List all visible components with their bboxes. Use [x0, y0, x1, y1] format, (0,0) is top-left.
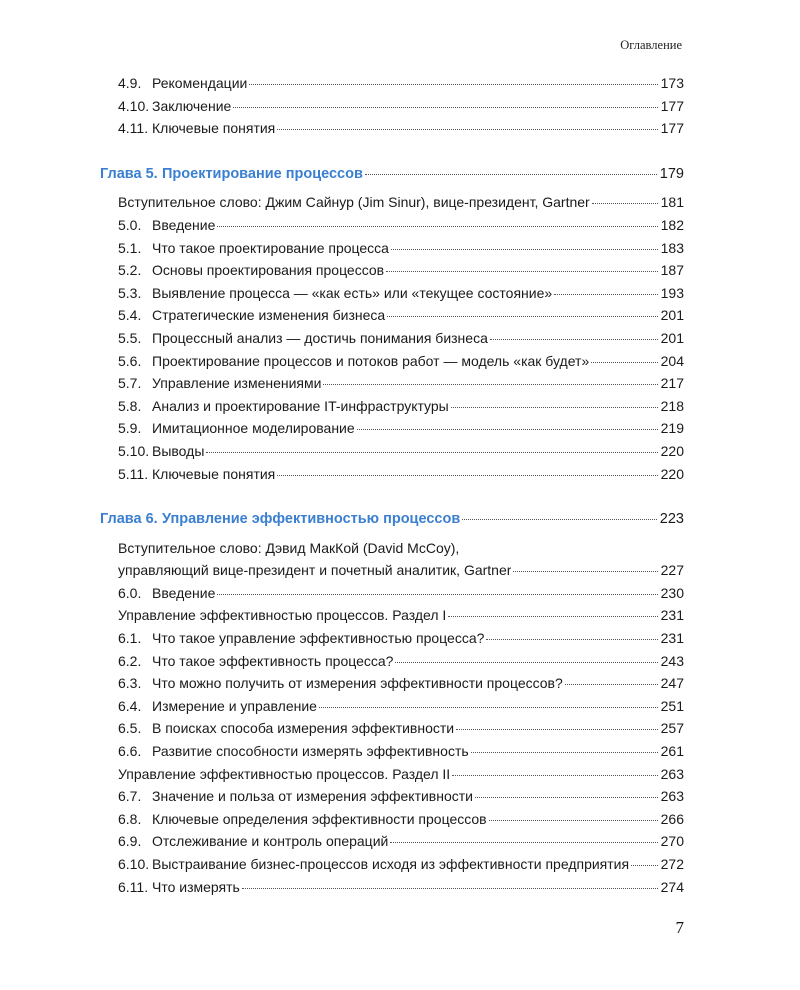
dot-leader: [357, 428, 658, 430]
page-number-ref: 270: [660, 833, 684, 850]
page-number-ref: 181: [660, 194, 684, 211]
dot-leader: [386, 270, 658, 272]
entry-number: 4.11.: [118, 120, 149, 137]
page-number-ref: 263: [660, 788, 684, 805]
section-title: Управление эффективностью процессов. Раздел II: [118, 765, 451, 782]
dot-leader: [475, 796, 658, 798]
chapter-title: Проектирование процессов: [162, 165, 363, 182]
toc-entry[interactable]: [100, 117, 684, 140]
page-number-ref: 243: [660, 652, 684, 669]
toc-entry[interactable]: [100, 72, 684, 95]
entry-number: 6.4.: [118, 697, 142, 714]
page-number-ref: 266: [660, 810, 684, 827]
toc-entry[interactable]: [100, 259, 684, 282]
toc-entry[interactable]: [100, 740, 684, 763]
entry-title: Значение и польза от измерения эффективности: [152, 788, 473, 805]
entry-number: 5.11.: [118, 465, 149, 482]
entry-title: Введение: [152, 216, 216, 233]
page-number-ref: 231: [660, 630, 684, 647]
entry-title: В поисках способа измерения эффективности: [152, 720, 455, 737]
running-head: Оглавление: [620, 38, 682, 52]
toc-entry[interactable]: [100, 237, 684, 260]
toc-entry[interactable]: [100, 350, 684, 373]
toc-section-2[interactable]: [100, 763, 684, 786]
toc-entry[interactable]: [100, 417, 684, 440]
entry-number: 6.0.: [118, 584, 142, 601]
section-title: Управление эффективностью процессов. Раздел I: [118, 607, 447, 624]
entry-number: 5.0.: [118, 216, 142, 233]
dot-leader: [242, 887, 658, 889]
page-number-ref: 201: [660, 329, 684, 346]
dot-leader: [233, 106, 657, 108]
dot-leader: [277, 128, 657, 130]
page-number-ref: 193: [660, 284, 684, 301]
entry-title: Ключевые понятия: [152, 120, 276, 137]
entry-number: 5.5.: [118, 329, 142, 346]
dot-leader: [490, 338, 658, 340]
entry-title: Процессный анализ — достичь понимания бизнеса: [152, 329, 488, 346]
dot-leader: [448, 615, 657, 617]
toc-entry[interactable]: [100, 785, 684, 808]
dot-leader: [323, 383, 657, 385]
page-number-ref: 217: [660, 375, 684, 392]
entry-title: Ключевые определения эффективности процессов: [152, 810, 487, 827]
chapter-label: Глава 5.: [100, 165, 158, 182]
dot-leader: [452, 774, 657, 776]
page-number-ref: 231: [660, 607, 684, 624]
dot-leader: [277, 474, 657, 476]
chapter-6-heading[interactable]: [100, 508, 684, 531]
page-number-ref: 177: [660, 97, 684, 114]
toc-entry[interactable]: [100, 327, 684, 350]
page-number-ref: 219: [660, 420, 684, 437]
toc-entry[interactable]: [100, 650, 684, 673]
entry-number: 5.4.: [118, 307, 142, 324]
dot-leader: [319, 706, 658, 708]
toc-entry-foreword-line2[interactable]: [100, 559, 684, 582]
page-number-ref: 204: [660, 352, 684, 369]
entry-title: Заключение: [152, 97, 232, 114]
entry-number: 4.10.: [118, 97, 150, 114]
entry-number: 6.11.: [118, 878, 149, 895]
toc-entry-foreword[interactable]: [100, 191, 684, 214]
entry-title: Развитие способности измерять эффективность: [152, 743, 469, 760]
entry-title: Введение: [152, 584, 216, 601]
toc-section-1[interactable]: [100, 604, 684, 627]
page-number: 7: [675, 918, 684, 937]
page-number-ref: 223: [659, 511, 684, 528]
entry-title: Стратегические изменения бизнеса: [152, 307, 386, 324]
entry-number: 6.1.: [118, 630, 142, 647]
dot-leader: [395, 661, 657, 663]
page-number-ref: 230: [660, 584, 684, 601]
entry-number: 5.3.: [118, 284, 142, 301]
entry-title: Рекомендации: [152, 75, 248, 91]
entry-title: Что можно получить от измерения эффективности процессов?: [152, 675, 563, 692]
dot-leader: [456, 728, 658, 730]
toc-entry[interactable]: [100, 395, 684, 418]
toc-entry[interactable]: [100, 95, 684, 118]
dot-leader: [554, 293, 657, 295]
entry-number: 6.10.: [118, 856, 150, 872]
dot-leader: [592, 202, 658, 204]
entry-title: Выявление процесса — «как есть» или «текущее состояние»: [152, 284, 553, 301]
page-number-ref: 257: [660, 720, 684, 737]
toc-entry[interactable]: [100, 808, 684, 831]
toc-entry[interactable]: [100, 717, 684, 740]
entry-number: 5.10.: [118, 442, 150, 459]
entry-number: 5.6.: [118, 352, 142, 369]
chapter-label: Глава 6.: [100, 511, 158, 528]
entry-number: 6.6.: [118, 743, 142, 760]
entry-title: Вступительное слово: Джим Сайнур (Jim Sinur), вице-президент, Gartner: [118, 194, 590, 211]
page-number-ref: 227: [660, 562, 684, 579]
entry-title: Ключевые понятия: [152, 465, 276, 482]
page-number-ref: 220: [660, 442, 684, 459]
dot-leader: [471, 751, 658, 753]
table-of-contents: [100, 72, 684, 898]
toc-entry[interactable]: [100, 463, 684, 486]
entry-title: Основы проектирования процессов: [152, 262, 385, 279]
page-number-ref: 274: [660, 878, 684, 895]
toc-entry[interactable]: [100, 304, 684, 327]
toc-entry[interactable]: [100, 876, 684, 899]
dot-leader: [206, 451, 657, 453]
page-number-ref: 182: [660, 216, 684, 233]
entry-title: Имитационное моделирование: [152, 420, 355, 437]
chapter-title: Управление эффективностью процессов: [162, 511, 461, 528]
page-number-ref: 251: [660, 697, 684, 714]
entry-number: 5.8.: [118, 397, 142, 414]
dot-leader: [486, 638, 657, 640]
entry-number: 6.5.: [118, 720, 142, 737]
entry-number: 6.3.: [118, 675, 142, 692]
entry-number: 5.9.: [118, 420, 142, 437]
page-number-ref: 218: [660, 397, 684, 414]
entry-number: 4.9.: [118, 75, 142, 91]
dot-leader: [451, 406, 658, 408]
dot-leader: [217, 593, 657, 595]
page-number-ref: 177: [660, 120, 684, 137]
entry-title: Что такое проектирование процесса: [152, 239, 389, 256]
toc-entry[interactable]: [100, 440, 684, 463]
entry-title: Что такое управление эффективностью процесса?: [152, 630, 485, 647]
entry-title: Вступительное слово: Дэвид МакКой (David McCoy),: [118, 539, 460, 556]
dot-leader: [391, 248, 658, 250]
dot-leader: [217, 225, 657, 227]
entry-title: Что измерять: [152, 878, 240, 895]
toc-entry[interactable]: [100, 372, 684, 395]
entry-title: Выводы: [152, 442, 205, 459]
page-number-ref: 272: [660, 856, 684, 872]
page-number-ref: 263: [660, 765, 684, 782]
dot-leader: [631, 864, 658, 866]
entry-number: 6.8.: [118, 810, 142, 827]
entry-number: 5.7.: [118, 375, 142, 392]
toc-entry[interactable]: [100, 853, 684, 876]
entry-title: Что такое эффективность процесса?: [152, 652, 394, 669]
entry-title: Отслеживание и контроль операций: [152, 833, 389, 850]
chapter-5-heading[interactable]: [100, 163, 684, 186]
entry-title: Выстраивание бизнес-процессов исходя из эффективности предприятия: [152, 856, 630, 872]
toc-entry[interactable]: [100, 582, 684, 605]
spacer: [100, 485, 684, 508]
toc-entry[interactable]: [100, 214, 684, 237]
toc-entry[interactable]: [100, 672, 684, 695]
entry-number: 6.9.: [118, 833, 142, 850]
entry-number: 6.7.: [118, 788, 142, 805]
dot-leader: [365, 173, 657, 175]
entry-title: Управление изменениями: [152, 375, 322, 392]
toc-entry[interactable]: [100, 282, 684, 305]
toc-entry[interactable]: [100, 627, 684, 650]
entry-number: 6.2.: [118, 652, 142, 669]
page-number-ref: 220: [660, 465, 684, 482]
page-number-ref: 173: [660, 75, 684, 91]
dot-leader: [591, 361, 657, 363]
page-number-ref: 187: [660, 262, 684, 279]
page-number-ref: 201: [660, 307, 684, 324]
toc-entry[interactable]: [100, 695, 684, 718]
entry-number: 5.1.: [118, 239, 142, 256]
page-number-ref: 183: [660, 239, 684, 256]
page-number-ref: 247: [660, 675, 684, 692]
page-number-ref: 179: [659, 165, 684, 182]
page-number-ref: 261: [660, 743, 684, 760]
entry-title: управляющий вице-президент и почетный аналитик, Gartner: [118, 562, 512, 579]
toc-entry-foreword-line1[interactable]: [100, 537, 684, 560]
entry-title: Анализ и проектирование IT-инфраструктуры: [152, 397, 449, 414]
entry-title: Проектирование процессов и потоков работ — модель «как будет»: [152, 352, 590, 369]
dot-leader: [387, 315, 657, 317]
dot-leader: [390, 841, 657, 843]
entry-number: 5.2.: [118, 262, 142, 279]
spacer: [100, 140, 684, 163]
dot-leader: [462, 518, 657, 520]
dot-leader: [513, 570, 657, 572]
toc-entry[interactable]: [100, 830, 684, 853]
dot-leader: [565, 683, 658, 685]
dot-leader: [249, 83, 657, 85]
entry-title: Измерение и управление: [152, 697, 317, 714]
dot-leader: [489, 819, 658, 821]
